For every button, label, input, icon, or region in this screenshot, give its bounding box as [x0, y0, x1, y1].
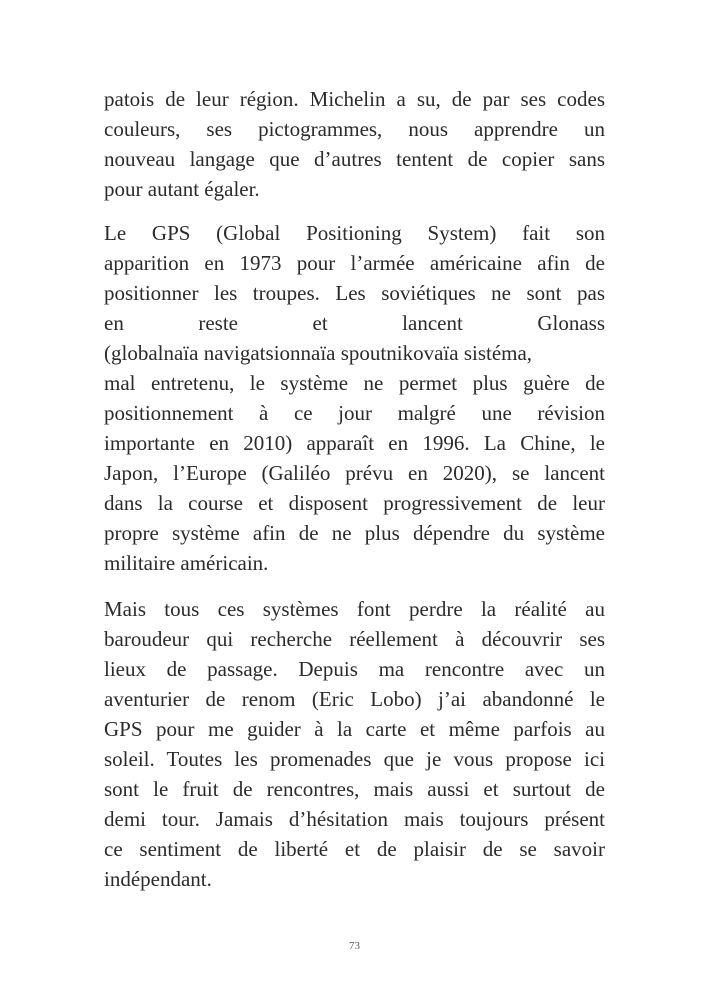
paragraph-2 — [104, 218, 605, 578]
paragraph-line: Le GPS (Global Positioning System) fait son — [104, 221, 605, 245]
paragraph-3 — [104, 594, 605, 894]
paragraph-line: indépendant. — [104, 867, 212, 891]
paragraph-line: mal entretenu, le système ne permet plus guère de — [104, 371, 605, 395]
paragraph-line: apparition en 1973 pour l’armée américaine afin de — [104, 251, 605, 275]
paragraph-line: positionner les troupes. Les soviétiques ne sont pas — [104, 281, 605, 305]
paragraph-line: soleil. Toutes les promenades que je vous propose ici — [104, 747, 605, 771]
paragraph-line: ce sentiment de liberté et de plaisir de se savoir — [104, 837, 605, 861]
paragraph-line: Mais tous ces systèmes font perdre la réalité au — [104, 597, 605, 621]
paragraph-line: pour autant égaler. — [104, 177, 260, 201]
paragraph-line: patois de leur région. Michelin a su, de par ses codes — [104, 87, 605, 111]
paragraph-1 — [104, 84, 605, 204]
paragraph-line: dans la course et disposent progressivement de leur — [104, 491, 605, 515]
paragraph-line: baroudeur qui recherche réellement à découvrir ses — [104, 627, 605, 651]
paragraph-line: propre système afin de ne plus dépendre du système — [104, 521, 605, 545]
paragraph-line: lieux de passage. Depuis ma rencontre avec un — [104, 657, 605, 681]
paragraph-line: positionnement à ce jour malgré une révision — [104, 401, 605, 425]
paragraph-line: en reste et lancent Glonass — [104, 311, 605, 335]
paragraph-line: aventurier de renom (Eric Lobo) j’ai abandonné le — [104, 687, 605, 711]
paragraph-line: demi tour. Jamais d’hésitation mais toujours présent — [104, 807, 605, 831]
paragraph-line: militaire américain. — [104, 551, 269, 575]
paragraph-line: couleurs, ses pictogrammes, nous apprendre un — [104, 117, 605, 141]
paragraph-line: (globalnaïa navigatsionnaïa spoutnikovaïa sistéma, — [104, 341, 533, 365]
paragraph-line: Japon, l’Europe (Galiléo prévu en 2020), se lancent — [104, 461, 605, 485]
paragraph-line: GPS pour me guider à la carte et même parfois au — [104, 717, 605, 741]
paragraph-line: sont le fruit de rencontres, mais aussi et surtout de — [104, 777, 605, 801]
page-number: 73 — [349, 940, 360, 952]
paragraph-line: importante en 2010) apparaît en 1996. La Chine, le — [104, 431, 605, 455]
paragraph-line: nouveau langage que d’autres tentent de copier sans — [104, 147, 605, 171]
